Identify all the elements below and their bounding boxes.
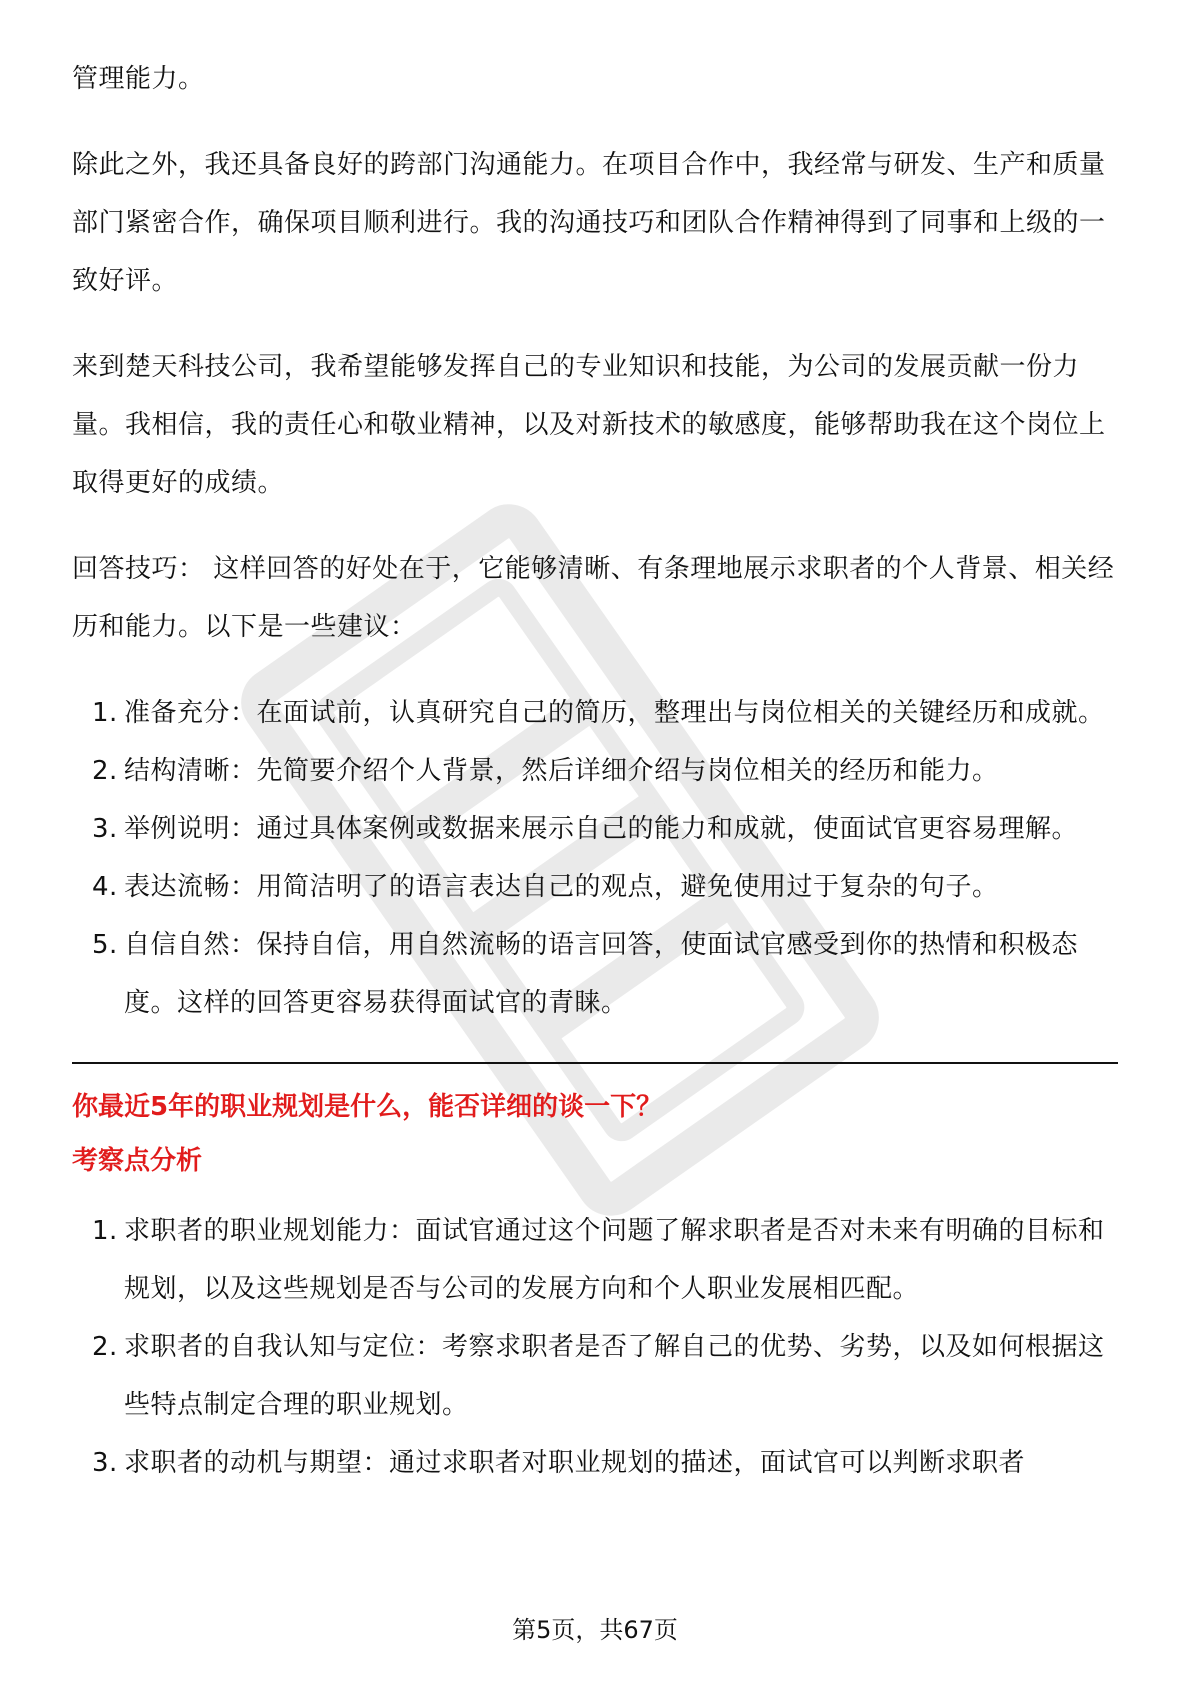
list-item <box>72 1434 1118 1492</box>
list-number: 3. <box>92 1448 118 1478</box>
list-number: 2. <box>92 1332 118 1362</box>
document-page <box>72 0 1118 1492</box>
list-number: 3. <box>92 814 118 844</box>
list-item <box>72 1318 1118 1434</box>
list-text: 结构清晰：先简要介绍个人背景，然后详细介绍与岗位相关的经历和能力。 <box>124 756 999 786</box>
page-footer: 第5页，共67页 <box>512 1616 678 1644</box>
list-item <box>72 1202 1118 1318</box>
list-text: 求职者的自我认知与定位：考察求职者是否了解自己的优势、劣势，以及如何根据这些特点制定合理的职业规划。 <box>124 1332 1105 1420</box>
list-number: 1. <box>92 1216 118 1246</box>
section-divider <box>72 1062 1118 1064</box>
list-text: 举例说明：通过具体案例或数据来展示自己的能力和成就，使面试官更容易理解。 <box>124 814 1079 844</box>
paragraph-tail: 管理能力。 <box>72 64 205 94</box>
paragraph-answer-tips-intro: 回答技巧： 这样回答的好处在于，它能够清晰、有条理地展示求职者的个人背景、相关经历和能力。以下是一些建议： <box>72 554 1115 642</box>
list-item <box>72 858 1118 916</box>
list-text: 求职者的动机与期望：通过求职者对职业规划的描述，面试官可以判断求职者 <box>124 1448 1026 1478</box>
tips-list <box>72 684 1118 1032</box>
paragraph-motivation: 来到楚天科技公司，我希望能够发挥自己的专业知识和技能，为公司的发展贡献一份力量。我相信，我的责任心和敬业精神，以及对新技术的敏感度，能够帮助我在这个岗位上取得更好的成绩。 <box>72 352 1106 498</box>
analysis-list <box>72 1202 1118 1492</box>
list-number: 2. <box>92 756 118 786</box>
list-number: 5. <box>92 930 118 960</box>
list-item <box>72 684 1118 742</box>
question-heading: 你最近5年的职业规划是什么，能否详细的谈一下？ <box>72 1092 663 1122</box>
list-number: 1. <box>92 698 118 728</box>
list-text: 准备充分：在面试前，认真研究自己的简历，整理出与岗位相关的关键经历和成就。 <box>124 698 1105 728</box>
list-number: 4. <box>92 872 118 902</box>
list-text: 表达流畅：用简洁明了的语言表达自己的观点，避免使用过于复杂的句子。 <box>124 872 999 902</box>
list-item <box>72 800 1118 858</box>
list-item <box>72 916 1118 1032</box>
list-text: 自信自然：保持自信，用自然流畅的语言回答，使面试官感受到你的热情和积极态度。这样的回答更容易获得面试官的青睐。 <box>124 930 1079 1018</box>
analysis-heading: 考察点分析 <box>72 1146 203 1176</box>
list-text: 求职者的职业规划能力：面试官通过这个问题了解求职者是否对未来有明确的目标和规划，以及这些规划是否与公司的发展方向和个人职业发展相匹配。 <box>124 1216 1105 1304</box>
paragraph-communication: 除此之外，我还具备良好的跨部门沟通能力。在项目合作中，我经常与研发、生产和质量部门紧密合作，确保项目顺利进行。我的沟通技巧和团队合作精神得到了同事和上级的一致好评。 <box>72 150 1106 296</box>
list-item <box>72 742 1118 800</box>
